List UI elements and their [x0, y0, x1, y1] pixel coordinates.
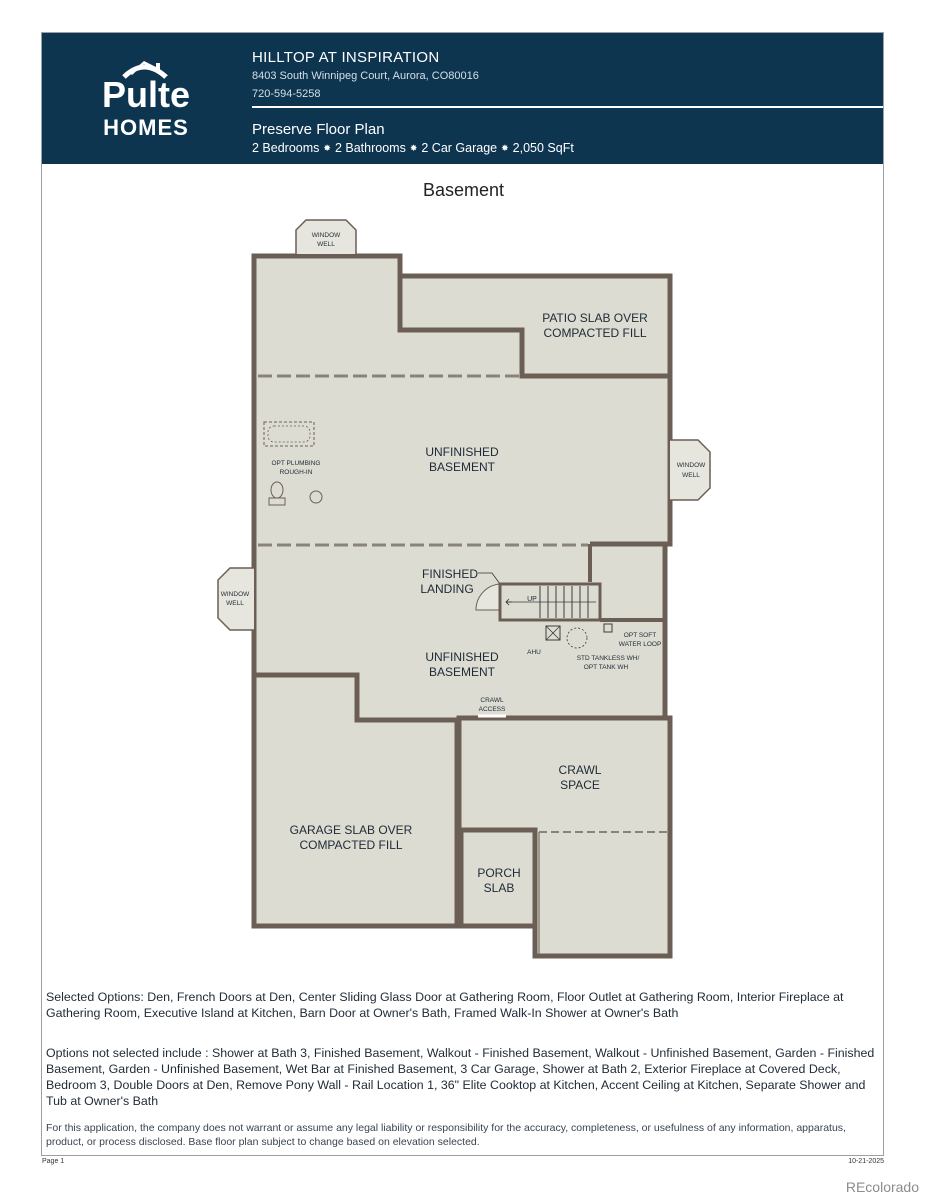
- community-phone: 720-594-5258: [252, 88, 321, 100]
- window-well-label: WELL: [682, 472, 700, 479]
- crawl-access-label: ACCESS: [478, 706, 506, 713]
- unfinished-basement-label: UNFINISHED: [425, 650, 499, 664]
- document-date: 10-21-2025: [848, 1158, 884, 1165]
- spec-bathrooms: 2 Bathrooms: [334, 141, 406, 155]
- opt-plumbing-label: ROUGH-IN: [279, 469, 313, 476]
- community-address: 8403 South Winnipeg Court, Aurora, CO80016: [252, 70, 479, 82]
- window-well-right: [670, 440, 710, 500]
- porch-slab-label: SLAB: [483, 881, 515, 895]
- logo-text-homes: HOMES: [103, 115, 189, 140]
- spec-bedrooms: 2 Bedrooms: [252, 141, 320, 155]
- crawl-access-label: CRAWL: [480, 697, 504, 704]
- spec-separator-icon: ✸: [409, 143, 418, 153]
- unfinished-basement-label: BASEMENT: [428, 460, 496, 474]
- window-well-label: WINDOW: [311, 232, 341, 239]
- garage-slab-label: GARAGE SLAB OVER: [289, 823, 413, 837]
- window-well-label: WELL: [317, 241, 335, 248]
- opt-soft-water-label: WATER LOOP: [618, 641, 662, 648]
- window-well-label: WELL: [226, 600, 244, 607]
- garage-slab-label: COMPACTED FILL: [299, 838, 403, 852]
- spec-separator-icon: ✸: [501, 143, 509, 153]
- plan-name: Preserve Floor Plan: [252, 121, 385, 138]
- opt-soft-water-label: OPT SOFT: [623, 632, 657, 639]
- community-name: HILLTOP AT INSPIRATION: [252, 49, 440, 66]
- window-well-label: WINDOW: [676, 462, 706, 469]
- selected-options: Selected Options: Den, French Doors at Den, Center Sliding Glass Door at Gathering Room, Floor Outlet at Gathering Room, Interior Fireplace at Gathering Room, Executive Island at Kitchen, Barn Door at Owner's Bath, Framed Walk-In Shower at Owner's Bath: [46, 990, 844, 1020]
- water-heater-label: OPT TANK WH: [583, 664, 629, 671]
- legal-disclaimer: For this application, the company does not warrant or assume any legal liability or responsibility for the accuracy, completeness, or usefulness of any information, apparatus, product, or process disclosed. Base floor plan subject to change based on elevation selected.: [46, 1122, 846, 1148]
- finished-landing-label: LANDING: [420, 582, 474, 596]
- stairs-up-label: UP: [527, 596, 537, 603]
- recolorado-watermark: REcolorado: [845, 1179, 919, 1195]
- finished-landing-label: FINISHED: [421, 567, 479, 581]
- logo-text-pulte: Pulte: [101, 74, 191, 115]
- porch-slab-label: PORCH: [477, 866, 521, 880]
- patio-label: PATIO SLAB OVER: [542, 311, 648, 325]
- floor-plan-title: Basement: [422, 180, 505, 200]
- unfinished-basement-label: BASEMENT: [428, 665, 496, 679]
- options-not-selected: Options not selected include : Shower at Bath 3, Finished Basement, Walkout - Finished Basement, Walkout - Unfinished Basement, Garden - Finished Basement, Garden - Unfinished Basement, Wet Bar at Finished Basement, 3 Car Garage, Shower at Bath 2, Exterior Fireplace at Covered Deck, Bedroom 3, Double Doors at Den, Remove Pony Wall - Rail Location 1, 36" Elite Cooktop at Kitchen, Accent Ceiling at Kitchen, Separate Shower and Tub at Owner's Bath: [46, 1046, 875, 1108]
- patio-label: COMPACTED FILL: [543, 326, 647, 340]
- spec-sqft: 2,050 SqFt: [512, 141, 574, 155]
- ahu-label: AHU: [527, 649, 541, 656]
- crawl-space-label: CRAWL: [558, 763, 602, 777]
- window-well-left: [218, 568, 254, 630]
- window-well-label: WINDOW: [220, 591, 250, 598]
- page-number: Page 1: [42, 1158, 65, 1165]
- water-heater-label: STD TANKLESS WH/: [576, 655, 640, 662]
- spec-separator-icon: ✸: [323, 143, 331, 153]
- spec-garage: 2 Car Garage: [421, 141, 498, 155]
- unfinished-basement-label: UNFINISHED: [425, 445, 499, 459]
- opt-plumbing-label: OPT PLUMBING: [271, 460, 321, 467]
- crawl-space-label: SPACE: [560, 778, 600, 792]
